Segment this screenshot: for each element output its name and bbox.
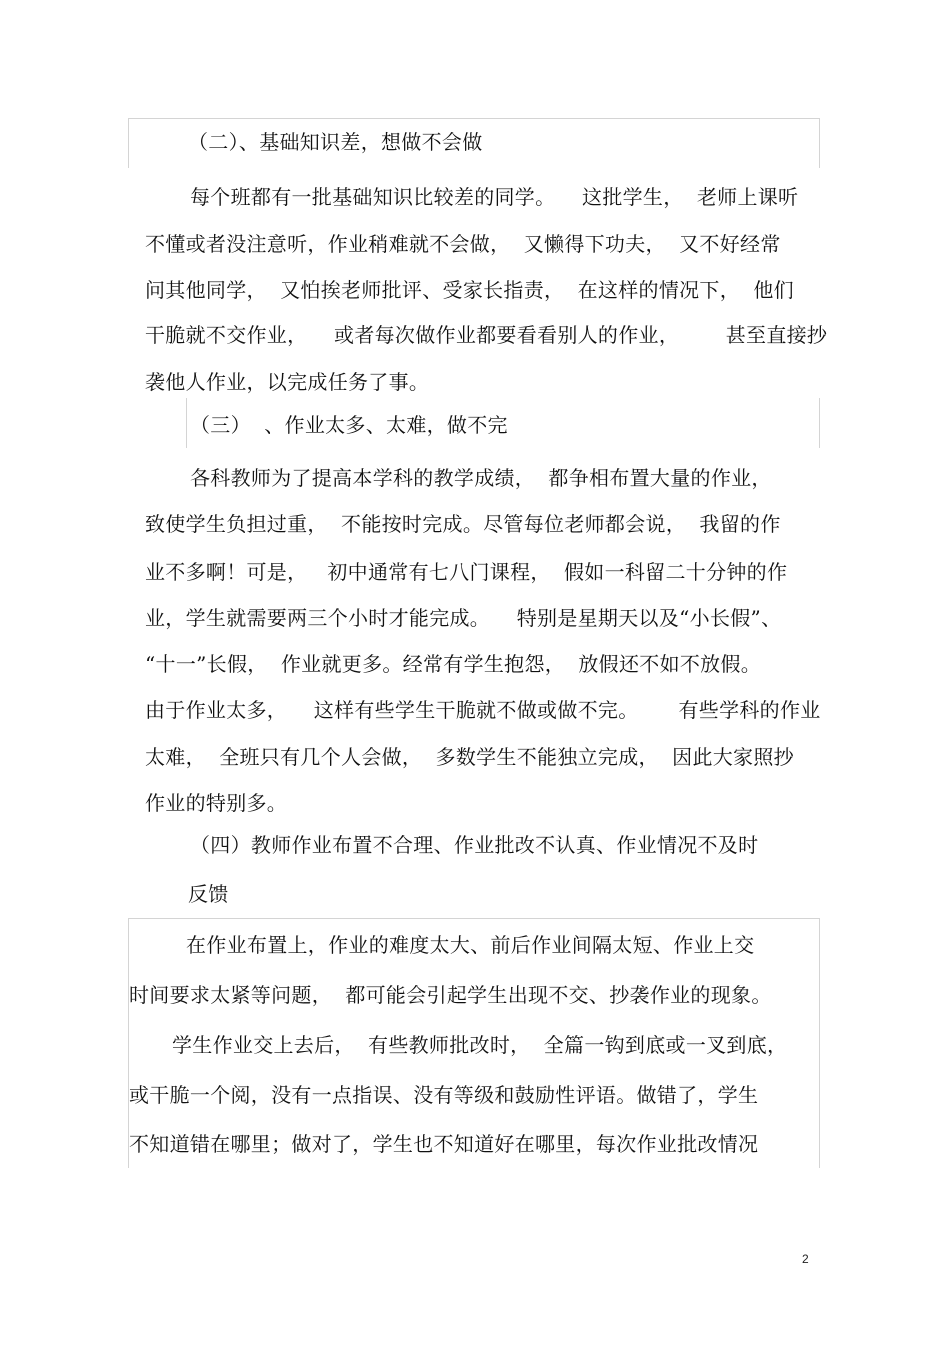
paragraph-line: 致使学生负担过重， 不能按时完成。尽管每位老师都会说， 我留的作 xyxy=(145,512,781,536)
frame-right-line-3 xyxy=(819,918,820,1168)
frame-top-line-3 xyxy=(128,918,820,919)
paragraph-line: “十一”长假， 作业就更多。经常有学生抱怨， 放假还不如不放假。 xyxy=(145,652,762,676)
section-heading-2: （二）、基础知识差，想做不会做 xyxy=(188,130,483,154)
paragraph-line: 时间要求太紧等问题， 都可能会引起学生出现不交、抄袭作业的现象。 xyxy=(129,983,772,1007)
paragraph-line: 或干脆一个阅，没有一点指误、没有等级和鼓励性评语。做错了，学生 xyxy=(129,1083,759,1107)
section-heading-4: （四）教师作业布置不合理、作业批改不认真、作业情况不及时 xyxy=(190,833,759,857)
frame-top-line-1 xyxy=(128,118,820,119)
paragraph-line: 不知道错在哪里；做对了，学生也不知道好在哪里，每次作业批改情况 xyxy=(129,1132,759,1156)
frame-left-line-2 xyxy=(186,398,187,448)
paragraph-line: 每个班都有一批基础知识比较差的同学。 这批学生， 老师上课听 xyxy=(190,185,799,209)
frame-right-line-2 xyxy=(819,398,820,448)
paragraph-line: 不懂或者没注意听，作业稍难就不会做， 又懒得下功夫， 又不好经常 xyxy=(145,232,781,256)
paragraph-line: 在作业布置上，作业的难度太大、前后作业间隔太短、作业上交 xyxy=(186,933,755,957)
section-heading-3: （三） 、作业太多、太难，做不完 xyxy=(190,413,508,437)
paragraph-line: 各科教师为了提高本学科的教学成绩， 都争相布置大量的作业， xyxy=(190,466,772,490)
paragraph-line: 问其他同学， 又怕挨老师批评、受家长指责， 在这样的情况下， 他们 xyxy=(145,278,794,302)
paragraph-line: 业不多啊！可是， 初中通常有七八门课程， 假如一科留二十分钟的作 xyxy=(145,560,788,584)
frame-right-line-1 xyxy=(819,118,820,168)
frame-left-line-1 xyxy=(128,118,129,168)
paragraph-line: 作业的特别多。 xyxy=(145,791,288,815)
paragraph-line: 袭他人作业，以完成任务了事。 xyxy=(145,370,430,394)
paragraph-line: 业，学生就需要两三个小时才能完成。 特别是星期天以及“小长假”、 xyxy=(145,606,782,630)
paragraph-line: 学生作业交上去后， 有些教师批改时， 全篇一钩到底或一叉到底， xyxy=(172,1033,788,1057)
paragraph-line: 由于作业太多， 这样有些学生干脆就不做或做不完。 有些学科的作业 xyxy=(145,698,821,722)
section-heading-4-cont: 反馈 xyxy=(188,882,229,906)
paragraph-line: 干脆就不交作业， 或者每次做作业都要看看别人的作业， 甚至直接抄 xyxy=(145,323,828,347)
page-number: 2 xyxy=(802,1252,809,1266)
frame-left-line-3 xyxy=(128,918,129,1168)
paragraph-line: 太难， 全班只有几个人会做， 多数学生不能独立完成， 因此大家照抄 xyxy=(145,745,794,769)
